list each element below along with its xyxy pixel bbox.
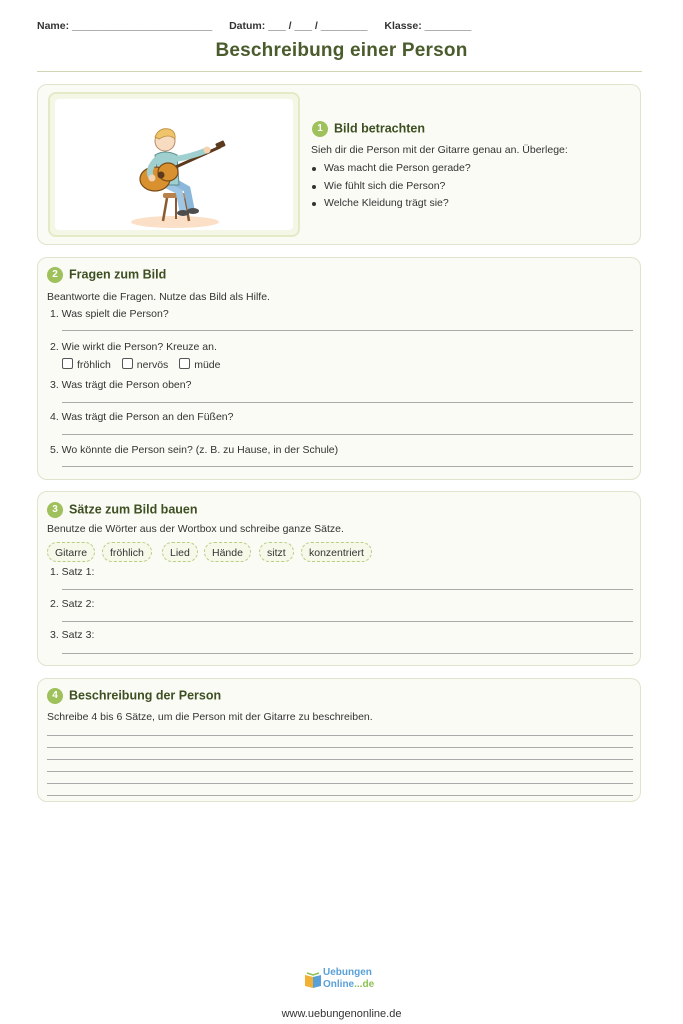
option-label: nervös — [136, 359, 169, 371]
footer-url[interactable]: www.uebungenonline.de — [281, 1008, 402, 1020]
bullet-item: Was macht die Person gerade? — [324, 162, 471, 174]
option-label: fröhlich — [77, 359, 111, 371]
section-2-intro: Beantworte die Fragen. Nutze das Bild als Hilfe. — [47, 291, 270, 303]
section-1-card — [37, 84, 641, 245]
answer-line[interactable] — [62, 621, 633, 622]
writing-line[interactable] — [47, 771, 633, 772]
question-1: 1. Was spielt die Person? — [50, 308, 169, 320]
mood-options — [62, 358, 220, 371]
answer-line[interactable] — [62, 330, 633, 331]
question-4: 4. Was trägt die Person an den Füßen? — [50, 411, 234, 423]
option-label: müde — [194, 359, 221, 371]
word-box — [47, 542, 637, 564]
section-4-card — [37, 678, 641, 802]
checkbox-nervoes[interactable] — [122, 358, 133, 369]
site-logo — [303, 966, 383, 996]
checkbox-froehlich[interactable] — [62, 358, 73, 369]
word-chip: konzentriert — [301, 542, 372, 562]
word-chip: fröhlich — [102, 542, 152, 562]
question-2: 2. Wie wirkt die Person? Kreuze an. — [50, 341, 217, 353]
question-5: 5. Wo könnte die Person sein? (z. B. zu Hause, in der Schule) — [50, 444, 339, 456]
section-3-number: 3 — [47, 502, 63, 518]
date-field[interactable]: Datum: ___ / ___ / ________ — [229, 20, 368, 32]
section-4-intro: Schreibe 4 bis 6 Sätze, um die Person mit der Gitarre zu beschreiben. — [47, 711, 373, 723]
image-frame — [48, 92, 300, 237]
book-icon — [303, 970, 323, 990]
answer-line[interactable] — [62, 434, 633, 435]
sentence-2-label: 2. Satz 2: — [50, 598, 95, 610]
checkbox-muede[interactable] — [179, 358, 190, 369]
guitar-player-icon — [55, 99, 293, 230]
answer-line[interactable] — [62, 589, 633, 590]
writing-line[interactable] — [47, 759, 633, 760]
writing-line[interactable] — [47, 783, 633, 784]
sentence-3-label: 3. Satz 3: — [50, 629, 95, 641]
writing-line[interactable] — [47, 795, 633, 796]
writing-line[interactable] — [47, 747, 633, 748]
section-3-card — [37, 491, 641, 666]
answer-line[interactable] — [62, 466, 633, 467]
section-1-title: 1 Bild betrachten — [312, 121, 425, 137]
section-2-card — [37, 257, 641, 480]
section-1-number: 1 — [312, 121, 328, 137]
section-4-number: 4 — [47, 688, 63, 704]
sentence-1-label: 1. Satz 1: — [50, 566, 95, 578]
section-2-title: 2 Fragen zum Bild — [47, 267, 166, 283]
section-3-intro: Benutze die Wörter aus der Wortbox und schreibe ganze Sätze. — [47, 523, 344, 535]
class-field[interactable]: Klasse: ________ — [384, 20, 472, 32]
section-3-title: 3 Sätze zum Bild bauen — [47, 502, 198, 518]
answer-line[interactable] — [62, 653, 633, 654]
section-1-intro: Sieh dir die Person mit der Gitarre genau an. Überlege: — [311, 144, 568, 156]
word-chip: Hände — [204, 542, 251, 562]
section-4-title: 4 Beschreibung der Person — [47, 688, 221, 704]
name-field[interactable]: Name: ________________________ — [37, 20, 213, 32]
word-chip: Lied — [162, 542, 198, 562]
word-chip: sitzt — [259, 542, 294, 562]
bullet-item: Welche Kleidung trägt sie? — [324, 197, 449, 209]
header-fields — [37, 20, 485, 32]
title-divider — [37, 71, 642, 72]
section-2-number: 2 — [47, 267, 63, 283]
logo-text-top: Uebungen — [323, 967, 372, 978]
word-chip: Gitarre — [47, 542, 95, 562]
question-3: 3. Was trägt die Person oben? — [50, 379, 192, 391]
answer-line[interactable] — [62, 402, 633, 403]
bullet-item: Wie fühlt sich die Person? — [324, 180, 446, 192]
page-title: Beschreibung einer Person — [215, 40, 468, 61]
logo-text-bottom: Online...de — [323, 979, 375, 990]
writing-line[interactable] — [47, 735, 633, 736]
